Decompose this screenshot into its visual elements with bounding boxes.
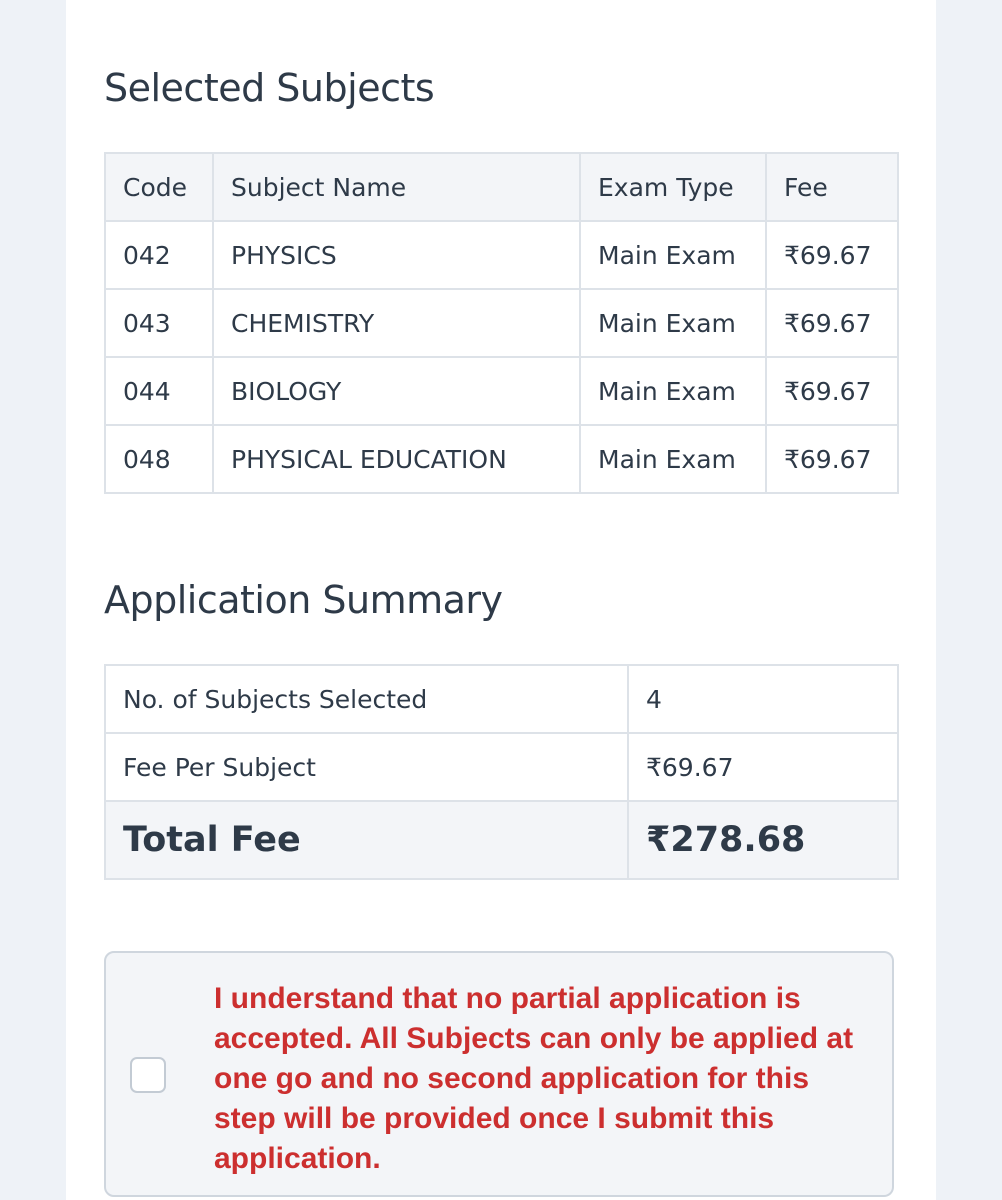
application-summary-table <box>104 664 899 880</box>
column-header-subject-name: Subject Name <box>213 153 580 221</box>
summary-label: No. of Subjects Selected <box>105 665 628 733</box>
subject-name: PHYSICS <box>213 221 580 289</box>
subject-fee: ₹69.67 <box>766 357 898 425</box>
exam-type: Main Exam <box>580 289 766 357</box>
subject-code: 044 <box>105 357 213 425</box>
table-row <box>105 425 898 493</box>
subject-code: 042 <box>105 221 213 289</box>
total-fee-label: Total Fee <box>105 801 628 879</box>
column-header-code: Code <box>105 153 213 221</box>
summary-label: Fee Per Subject <box>105 733 628 801</box>
column-header-exam-type: Exam Type <box>580 153 766 221</box>
table-header-row <box>105 153 898 221</box>
subject-name: PHYSICAL EDUCATION <box>213 425 580 493</box>
declaration-text[interactable]: I understand that no partial application is accepted. All Subjects can only be applied at one go and no second application for this step will be provided once I submit this application. <box>214 982 854 1175</box>
application-summary-heading: Application Summary <box>104 578 503 622</box>
summary-row-total-fee <box>105 801 898 879</box>
table-row <box>105 357 898 425</box>
declaration-checkbox[interactable] <box>130 1057 166 1093</box>
subject-code: 043 <box>105 289 213 357</box>
subject-name: BIOLOGY <box>213 357 580 425</box>
summary-row-fee-per-subject <box>105 733 898 801</box>
subject-fee: ₹69.67 <box>766 425 898 493</box>
total-fee-value: ₹278.68 <box>628 801 898 879</box>
exam-type: Main Exam <box>580 425 766 493</box>
summary-value: ₹69.67 <box>628 733 898 801</box>
selected-subjects-heading: Selected Subjects <box>104 66 435 110</box>
subject-fee: ₹69.67 <box>766 221 898 289</box>
subject-name: CHEMISTRY <box>213 289 580 357</box>
column-header-fee: Fee <box>766 153 898 221</box>
summary-row-subject-count <box>105 665 898 733</box>
summary-value: 4 <box>628 665 898 733</box>
declaration-box <box>104 951 894 1197</box>
selected-subjects-table <box>104 152 899 494</box>
table-row <box>105 289 898 357</box>
table-row <box>105 221 898 289</box>
exam-type: Main Exam <box>580 221 766 289</box>
subject-code: 048 <box>105 425 213 493</box>
exam-type: Main Exam <box>580 357 766 425</box>
subject-fee: ₹69.67 <box>766 289 898 357</box>
